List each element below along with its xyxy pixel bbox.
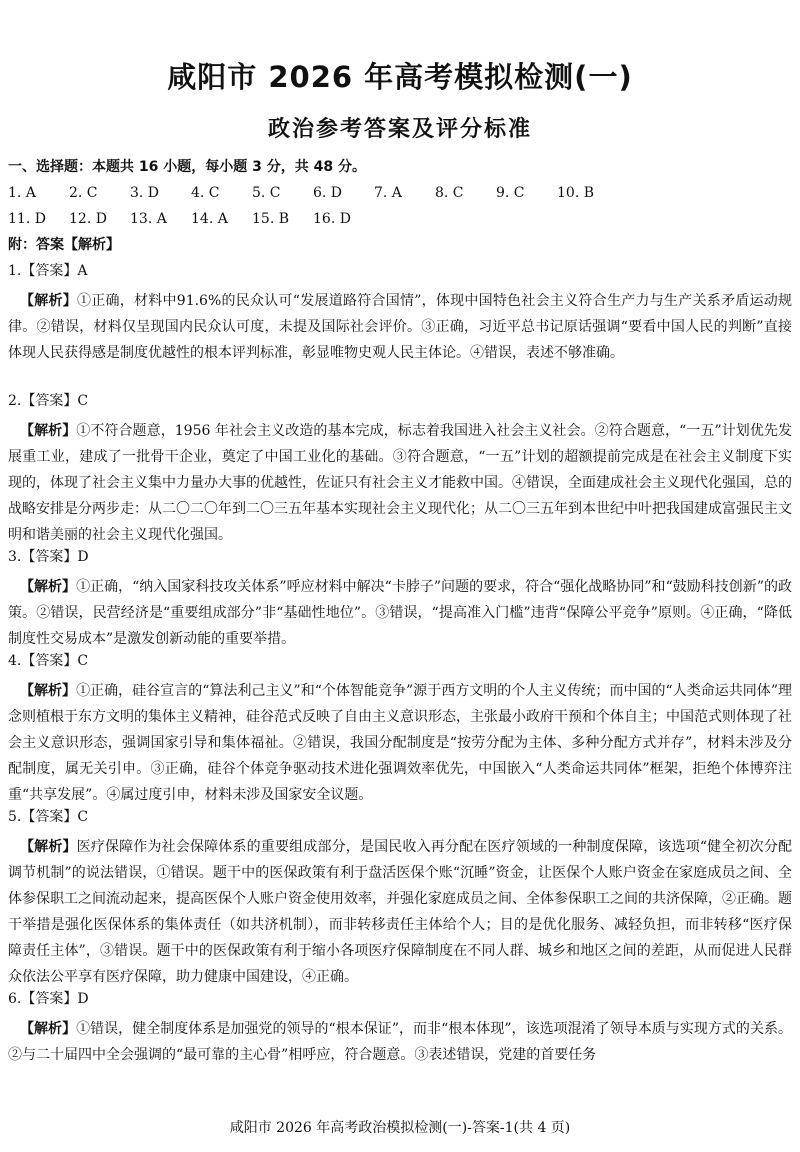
analysis-text: ①错误，健全制度体系是加强党的领导的“根本保证”，而非“根本体现”，该选项混淆了领导本质与实现方式的关系。②与二十届四中全会强调的“最可靠的主心骨”相呼应，符合题意。③表述错误，党建的首要任务 <box>8 1021 792 1063</box>
answer-content <box>8 158 792 1068</box>
answer-key-item: 14. A <box>191 211 228 227</box>
analysis-text: ①正确，硅谷宣言的“算法利己主义”和“个体智能竞争”源于西方文明的个人主义传统；而中国的“人类命运共同体”理念则植根于东方文明的集体主义精神，硅谷范式反映了自由主义意识形态，主张最小政府干预和个体自主；中国范式则体现了社会主义意识形态，强调国家引导和集体福祉。②错误，我国分配制度是“按劳分配为主体、多种分配方式并存”，材料未涉及分配制度，属无关引申。③正确，硅谷个体竞争驱动技术进化强调效率优先，中国嵌入“人类命运共同体”框架，拒绝个体博弈注重“共享发展”。④属过度引申，材料未涉及国家安全议题。 <box>8 683 792 803</box>
page-title: 咸阳市 2026 年高考模拟检测(一) <box>167 60 633 94</box>
section-heading: 一、选择题：本题共 16 小题，每小题 3 分，共 48 分。 <box>8 159 366 175</box>
answer-key-item: 16. D <box>313 211 351 227</box>
answer-key-item: 9. C <box>496 185 525 201</box>
item-2-answer: 2.【答案】C <box>8 393 89 409</box>
item-4-answer: 4.【答案】C <box>8 653 89 669</box>
analysis-label: 【解析】 <box>20 293 78 309</box>
answer-key-item: 11. D <box>8 211 46 227</box>
analysis-label: 【解析】 <box>20 579 77 595</box>
answer-key-item: 10. B <box>557 185 595 201</box>
item-4-analysis <box>8 678 792 808</box>
item-3-answer: 3.【答案】D <box>8 549 89 565</box>
answer-key-item: 15. B <box>252 211 290 227</box>
analysis-label: 【解析】 <box>20 1021 77 1037</box>
answer-key-row-1 <box>8 184 792 210</box>
answer-key-item: 8. C <box>435 185 464 201</box>
answer-key-item: 5. C <box>252 185 281 201</box>
answer-key-item: 13. A <box>130 211 167 227</box>
item-3-analysis <box>8 574 792 652</box>
item-1-analysis <box>8 288 792 392</box>
answer-key-item: 3. D <box>130 185 160 201</box>
item-6-analysis <box>8 1016 792 1068</box>
item-6-answer: 6.【答案】D <box>8 991 89 1007</box>
page-subtitle: 政治参考答案及评分标准 <box>267 117 532 142</box>
answer-key-item: 7. A <box>374 185 402 201</box>
answer-key-item: 2. C <box>69 185 98 201</box>
appendix-heading: 附：答案【解析】 <box>8 237 120 253</box>
page-footer: 咸阳市 2026 年高考政治模拟检测(一)-答案-1(共 4 页) <box>229 1120 571 1136</box>
answer-key-item: 6. D <box>313 185 343 201</box>
item-5-analysis <box>8 834 792 990</box>
answer-key-item: 12. D <box>69 211 107 227</box>
analysis-text: ①正确，“纳入国家科技攻关体系”呼应材料中解决“卡脖子”问题的要求，符合“强化战略协同”和“鼓励科技创新”的政策。②错误，民营经济是“重要组成部分”非“基础性地位”。③错误，“提高准入门槛”违背“保障公平竞争”原则。④正确，“降低制度性交易成本”是激发创新动能的重要举措。 <box>8 579 792 647</box>
analysis-text: ①不符合题意，1956 年社会主义改造的基本完成，标志着我国进入社会主义社会。②符合题意，“一五”计划优先发展重工业，建成了一批骨干企业，奠定了中国工业化的基础。③符合题意，“一五”计划的超额提前完成是在社会主义制度下实现的，体现了社会主义集中力量办大事的优越性，佐证只有社会主义才能救中国。④错误，全面建成社会主义现代化强国，总的战略安排是分两步走：从二〇二〇年到二〇三五年基本实现社会主义现代化；从二〇三五年到本世纪中叶把我国建成富强民主文明和谐美丽的社会主义现代化强国。 <box>8 423 792 543</box>
analysis-label: 【解析】 <box>20 683 77 699</box>
analysis-text: ①正确，材料中91.6%的民众认可“发展道路符合国情”，体现中国特色社会主义符合生产力与生产关系矛盾运动规律。②错误，材料仅呈现国内民众认可度，未提及国际社会评价。③正确，习近平总书记原话强调“要看中国人民的判断”直接体现人民获得感是制度优越性的根本评判标准，彰显唯物史观人民主体论。④错误，表述不够准确。 <box>8 293 792 361</box>
analysis-label: 【解析】 <box>20 423 77 439</box>
item-5-answer: 5.【答案】C <box>8 809 89 825</box>
item-2-analysis <box>8 418 792 548</box>
answer-key-row-2 <box>8 210 792 236</box>
analysis-text: 医疗保障作为社会保障体系的重要组成部分，是国民收入再分配在医疗领域的一种制度保障，该选项“健全初次分配调节机制”的说法错误，①错误。题干中的医保政策有利于盘活医保个账“沉睡”资金，让医保个人账户资金在家庭成员之间、全体参保职工之间流动起来，提高医保个人账户资金使用效率，并强化家庭成员之间、全体参保职工之间的共济保障，②正确。题干举措是强化医保体系的集体责任（如共济机制），而非转移责任主体给个人；目的是优化服务、减轻负担，而非转移“医疗保障责任主体”，③错误。题干中的医保政策有利于缩小各项医疗保障制度在不同人群、城乡和地区之间的差距，从而促进人民群众依法公平享有医疗保障，助力健康中国建设，④正确。 <box>8 839 792 985</box>
item-1-answer: 1.【答案】A <box>8 263 88 279</box>
answer-key-item: 4. C <box>191 185 220 201</box>
answer-key-item: 1. A <box>8 185 36 201</box>
analysis-label: 【解析】 <box>20 839 77 855</box>
